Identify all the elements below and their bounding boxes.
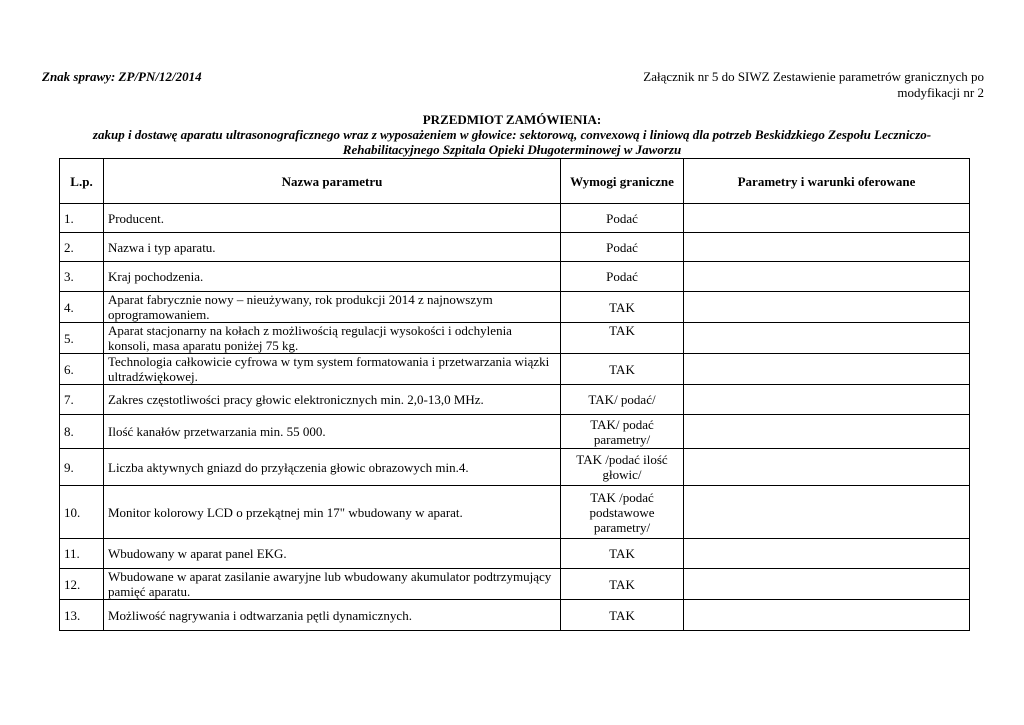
scope-line-2: Rehabilitacyjnego Szpitala Opieki Długoterminowej w Jaworzu — [342, 142, 682, 157]
row-offered — [684, 204, 970, 233]
parameters-table — [59, 158, 970, 631]
row-requirement: TAK/ podać/ — [561, 385, 684, 415]
table-row — [60, 292, 970, 323]
table-row — [60, 204, 970, 233]
row-lp: 4. — [60, 292, 104, 323]
title-block — [40, 112, 984, 157]
row-lp: 13. — [60, 600, 104, 631]
row-offered — [684, 385, 970, 415]
row-lp: 12. — [60, 569, 104, 600]
row-parameter-name: Wbudowany w aparat panel EKG. — [104, 539, 561, 569]
row-offered — [684, 323, 970, 354]
table-row — [60, 569, 970, 600]
header-lp: L.p. — [60, 159, 104, 204]
table-row — [60, 600, 970, 631]
row-offered — [684, 539, 970, 569]
row-offered — [684, 292, 970, 323]
row-parameter-name: Wbudowane w aparat zasilanie awaryjne lub wbudowany akumulator podtrzymujący pamięć aparatu. — [104, 569, 561, 600]
row-requirement: TAK /podać ilość głowic/ — [561, 449, 684, 486]
case-number: Znak sprawy: ZP/PN/12/2014 — [42, 69, 202, 84]
row-requirement: TAK — [561, 539, 684, 569]
table-row — [60, 262, 970, 292]
row-offered — [684, 262, 970, 292]
row-parameter-name: Liczba aktywnych gniazd do przyłączenia głowic obrazowych min.4. — [104, 449, 561, 486]
row-requirement: TAK — [561, 600, 684, 631]
row-lp: 2. — [60, 233, 104, 262]
table-row — [60, 233, 970, 262]
annex-line-1: Załącznik nr 5 do SIWZ Zestawienie parametrów granicznych po — [643, 69, 984, 84]
annex-line-2: modyfikacji nr 2 — [897, 85, 984, 100]
row-lp: 9. — [60, 449, 104, 486]
row-requirement: TAK — [561, 569, 684, 600]
row-parameter-name: Producent. — [104, 204, 561, 233]
row-requirement: TAK — [561, 354, 684, 385]
row-parameter-name: Ilość kanałów przetwarzania min. 55 000. — [104, 415, 561, 449]
table-row — [60, 449, 970, 486]
table-row — [60, 486, 970, 539]
annex-reference — [564, 69, 984, 101]
row-offered — [684, 415, 970, 449]
row-parameter-name: Monitor kolorowy LCD o przekątnej min 17" wbudowany w aparat. — [104, 486, 561, 539]
row-parameter-name: Zakres częstotliwości pracy głowic elektronicznych min. 2,0-13,0 MHz. — [104, 385, 561, 415]
table-row — [60, 354, 970, 385]
row-lp: 6. — [60, 354, 104, 385]
row-lp: 3. — [60, 262, 104, 292]
row-requirement: TAK/ podać parametry/ — [561, 415, 684, 449]
row-requirement: Podać — [561, 262, 684, 292]
row-parameter-name: Aparat fabrycznie nowy – nieużywany, rok produkcji 2014 z najnowszym oprogramowaniem. — [104, 292, 561, 323]
row-lp: 1. — [60, 204, 104, 233]
row-lp: 5. — [60, 323, 104, 354]
header-offered: Parametry i warunki oferowane — [684, 159, 970, 204]
row-parameter-name: Kraj pochodzenia. — [104, 262, 561, 292]
row-requirement: TAK — [561, 323, 684, 354]
table-row — [60, 539, 970, 569]
table-row — [60, 385, 970, 415]
row-parameter-name: Możliwość nagrywania i odtwarzania pętli dynamicznych. — [104, 600, 561, 631]
scope-line-1: zakup i dostawę aparatu ultrasonograficznego wraz z wyposażeniem w głowice: sektorową, convexową i liniową dla potrzeb Beskidzkiego Zespołu Leczniczo- — [92, 127, 932, 142]
row-offered — [684, 600, 970, 631]
row-requirement: Podać — [561, 204, 684, 233]
subject-heading: PRZEDMIOT ZAMÓWIENIA: — [422, 112, 602, 127]
table-row — [60, 323, 970, 354]
row-offered — [684, 486, 970, 539]
row-offered — [684, 233, 970, 262]
row-requirement: TAK — [561, 292, 684, 323]
row-parameter-name: Technologia całkowicie cyfrowa w tym system formatowania i przetwarzania wiązki ultradźwiękowej. — [104, 354, 561, 385]
row-offered — [684, 354, 970, 385]
row-offered — [684, 569, 970, 600]
row-requirement: Podać — [561, 233, 684, 262]
header-requirements: Wymogi graniczne — [561, 159, 684, 204]
table-header-row — [60, 159, 970, 204]
row-lp: 7. — [60, 385, 104, 415]
row-lp: 10. — [60, 486, 104, 539]
table-row — [60, 415, 970, 449]
row-offered — [684, 449, 970, 486]
row-requirement: TAK /podać podstawowe parametry/ — [561, 486, 684, 539]
row-parameter-name: Nazwa i typ aparatu. — [104, 233, 561, 262]
header-parameter-name: Nazwa parametru — [104, 159, 561, 204]
row-parameter-name: Aparat stacjonarny na kołach z możliwością regulacji wysokości i odchylenia konsoli, masa aparatu poniżej 75 kg. — [104, 323, 561, 354]
row-lp: 11. — [60, 539, 104, 569]
row-lp: 8. — [60, 415, 104, 449]
